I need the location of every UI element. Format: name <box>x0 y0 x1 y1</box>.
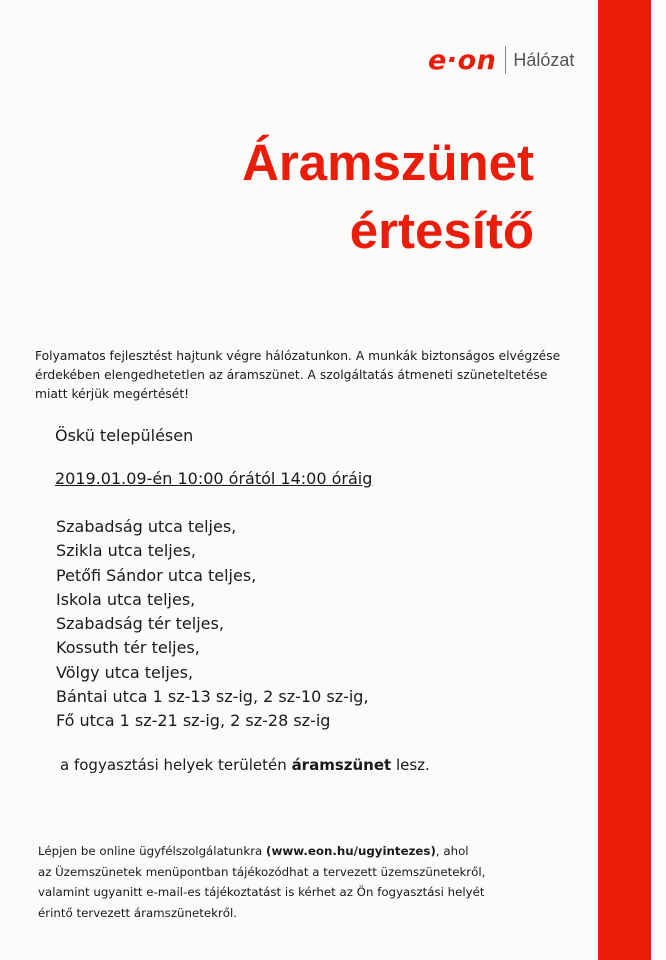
street-item: Bántai utca 1 sz-13 sz-ig, 2 sz-10 sz-ig, <box>56 687 369 707</box>
page-right-edge <box>651 0 666 960</box>
footer-line-2: az Üzemszünetek menüpontban tájékozódhat a tervezett üzemszünetekről, <box>38 864 486 879</box>
location-text: Öskü településen <box>55 426 194 445</box>
outage-result-sentence <box>60 756 430 774</box>
notice-title-line2: értesítő <box>349 202 534 259</box>
outage-schedule: 2019.01.09-én 10:00 órától 14:00 óráig <box>55 469 373 488</box>
intro-paragraph <box>35 347 595 404</box>
street-item: Szabadság utca teljes, <box>56 517 237 536</box>
footer-paragraph <box>38 841 558 923</box>
red-side-bar <box>598 0 651 960</box>
eon-logo <box>428 42 574 78</box>
result-text-after: lesz. <box>391 756 430 774</box>
customer-service-link[interactable]: (www.eon.hu/ugyintezes) <box>266 844 436 858</box>
notice-title-line1: Áramszünet <box>242 134 534 191</box>
result-text-before: a fogyasztási helyek területén <box>60 756 292 774</box>
eon-logo-mark: e·on <box>428 44 497 76</box>
footer-line-1-end: , ahol <box>435 844 469 858</box>
footer-line-1-start: Lépjen be online ügyfélszolgálatunkra <box>38 844 267 858</box>
street-item: Szikla utca teljes, <box>56 541 196 561</box>
logo-subtitle: Hálózat <box>513 49 575 70</box>
street-item: Völgy utca teljes, <box>56 662 194 682</box>
street-item: Petőfi Sándor utca teljes, <box>56 565 257 585</box>
footer-line-4: érintő tervezett áramszünetekről. <box>38 905 238 920</box>
affected-streets-list <box>56 515 369 734</box>
intro-line-2: érdekében elengedhetetlen az áramszünet. A szolgáltatás átmeneti szüneteltetése <box>35 368 548 382</box>
intro-line-3: miatt kérjük megértését! <box>35 387 190 401</box>
street-item: Kossuth tér teljes, <box>56 638 200 658</box>
logo-divider <box>505 46 506 74</box>
result-text-bold: áramszünet <box>291 756 392 774</box>
footer-line-3: valamint ugyanitt e-mail-es tájékoztatást is kérhet az Ön fogyasztási helyét <box>38 885 485 899</box>
street-item: Szabadság tér teljes, <box>56 614 224 634</box>
street-item: Fő utca 1 sz-21 sz-ig, 2 sz-28 sz-ig <box>56 711 331 731</box>
street-item: Iskola utca teljes, <box>56 589 196 609</box>
intro-line-1: Folyamatos fejlesztést hajtunk végre hálózatunkon. A munkák biztonságos elvégzése <box>35 349 561 363</box>
